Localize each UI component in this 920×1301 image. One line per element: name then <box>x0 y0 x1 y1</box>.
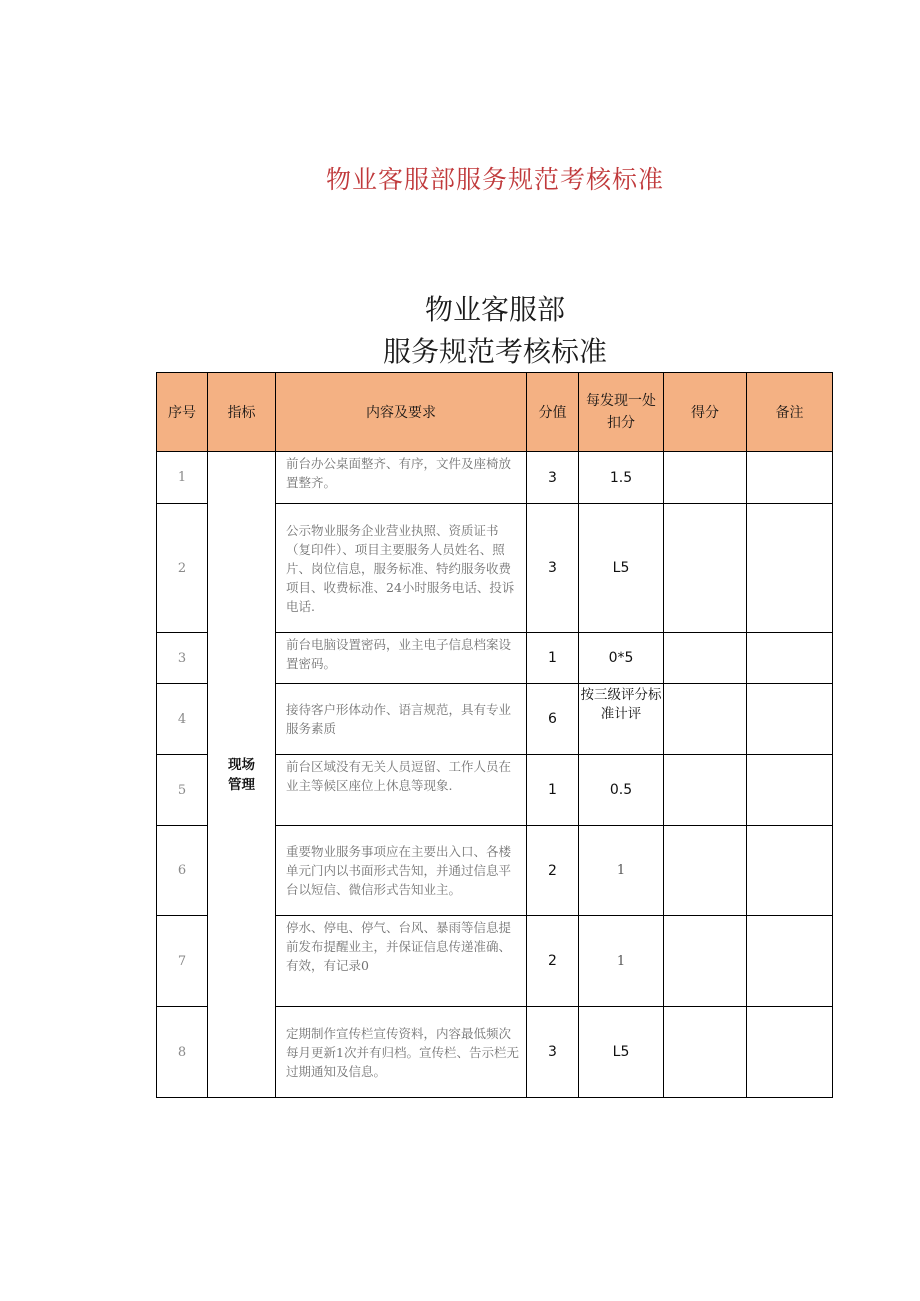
row-index: 1 <box>157 452 208 504</box>
row-earned <box>664 504 747 633</box>
table-title-line1: 物业客服部 <box>424 293 565 326</box>
row-remarks <box>747 1007 833 1098</box>
row-content: 前台办公桌面整齐、有序，文件及座椅放置整齐。 <box>276 452 527 504</box>
row-index: 3 <box>157 633 208 684</box>
row-remarks <box>747 916 833 1007</box>
header-earned: 得分 <box>664 373 747 452</box>
row-earned <box>664 916 747 1007</box>
row-remarks <box>747 755 833 826</box>
header-deduction: 每发现一处扣分 <box>579 373 664 452</box>
row-deduction: 1.5 <box>579 452 664 504</box>
row-earned <box>664 452 747 504</box>
row-remarks <box>747 826 833 916</box>
header-content: 内容及要求 <box>276 373 527 452</box>
row-deduction: 0.5 <box>579 755 664 826</box>
row-index: 4 <box>157 684 208 755</box>
table-header-row <box>157 373 833 452</box>
row-index: 6 <box>157 826 208 916</box>
row-index: 2 <box>157 504 208 633</box>
row-earned <box>664 684 747 755</box>
document-title: 物业客服部服务规范考核标准 <box>325 165 664 194</box>
row-index: 8 <box>157 1007 208 1098</box>
header-indicator: 指标 <box>208 373 276 452</box>
row-content: 定期制作宣传栏宣传资料，内容最低频次每月更新1次并有归档。宣传栏、告示栏无过期通知及信息。 <box>276 1007 527 1098</box>
row-score: 3 <box>527 452 579 504</box>
row-deduction: 按三级评分标准计评 <box>579 684 664 755</box>
row-deduction: 0*5 <box>579 633 664 684</box>
row-content: 接待客户形体动作、语言规范，具有专业服务素质 <box>276 684 527 755</box>
row-score: 2 <box>527 826 579 916</box>
header-score: 分值 <box>527 373 579 452</box>
row-earned <box>664 1007 747 1098</box>
row-score: 6 <box>527 684 579 755</box>
row-remarks <box>747 633 833 684</box>
row-deduction: 1 <box>579 826 664 916</box>
row-index: 7 <box>157 916 208 1007</box>
row-remarks <box>747 452 833 504</box>
row-deduction: L5 <box>579 504 664 633</box>
header-index: 序号 <box>157 373 208 452</box>
row-index: 5 <box>157 755 208 826</box>
header-remarks: 备注 <box>747 373 833 452</box>
indicator-group <box>208 452 276 1098</box>
row-content: 前台区域没有无关人员逗留、工作人员在业主等候区座位上休息等现象. <box>276 755 527 826</box>
row-score: 1 <box>527 755 579 826</box>
table-title-line2: 服务规范考核标准 <box>382 335 607 368</box>
row-score: 3 <box>527 504 579 633</box>
row-remarks <box>747 684 833 755</box>
row-score: 1 <box>527 633 579 684</box>
indicator-group-label: 现场管理 <box>228 756 255 793</box>
row-deduction: 1 <box>579 916 664 1007</box>
row-content: 停水、停电、停气、台风、暴雨等信息提前发布提醒业主，并保证信息传递准确、有效，有记录0 <box>276 916 527 1007</box>
row-earned <box>664 633 747 684</box>
row-deduction: L5 <box>579 1007 664 1098</box>
row-earned <box>664 826 747 916</box>
row-score: 2 <box>527 916 579 1007</box>
assessment-table <box>156 372 833 1098</box>
row-remarks <box>747 504 833 633</box>
row-content: 前台电脑设置密码，业主电子信息档案设置密码。 <box>276 633 527 684</box>
table-row <box>157 452 833 504</box>
row-content: 公示物业服务企业营业执照、资质证书（复印件）、项目主要服务人员姓名、照片、岗位信息，服务标准、特约服务收费项目、收费标准、24小时服务电话、投诉电话. <box>276 504 527 633</box>
row-earned <box>664 755 747 826</box>
row-content: 重要物业服务事项应在主要出入口、各楼单元门内以书面形式告知，并通过信息平台以短信、微信形式告知业主。 <box>276 826 527 916</box>
row-score: 3 <box>527 1007 579 1098</box>
